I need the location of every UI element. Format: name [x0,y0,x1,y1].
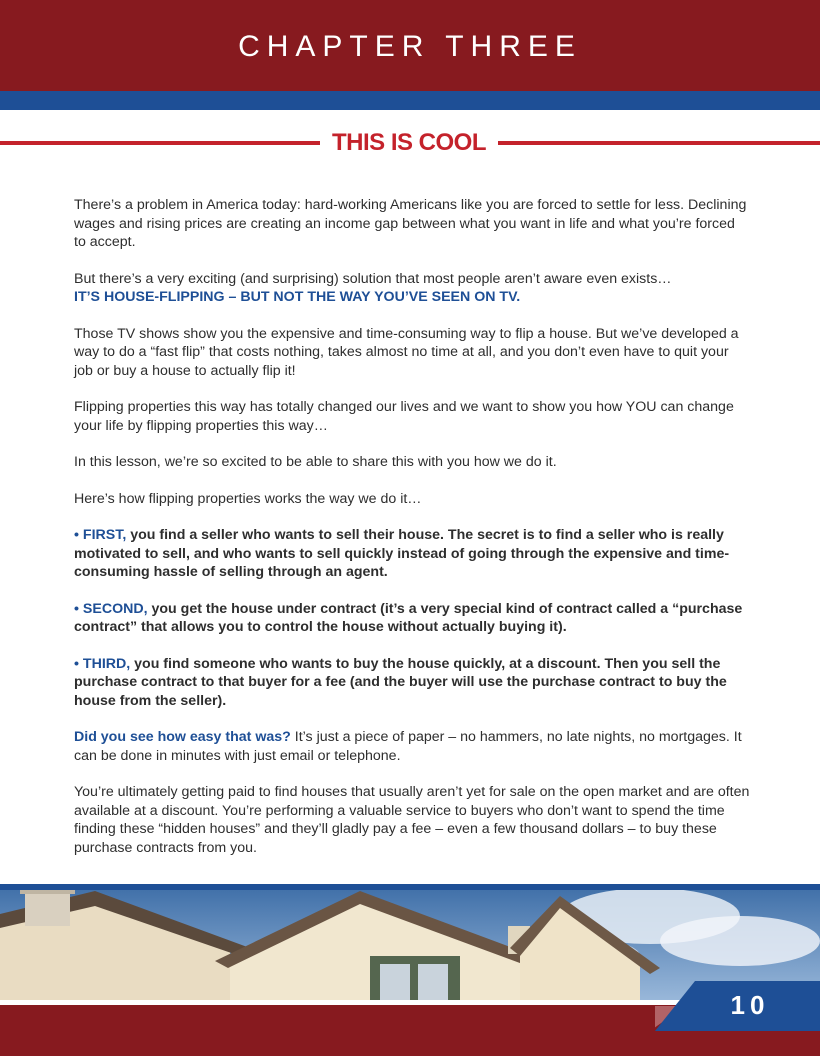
paragraph-easy [74,728,750,765]
section-title: THIS IS COOL [331,129,486,156]
paragraph-easy-text: It’s just a piece of paper – no hammers, no late nights, no mortgages. It can be done in minutes with just email or telephone. [74,729,742,764]
solution-highlight: IT’S HOUSE-FLIPPING – BUT NOT THE WAY YOU’VE SEEN ON TV. [74,289,521,305]
bullet-third-text: you find someone who wants to buy the house quickly, at a discount. Then you sell the purchase contract to that buyer for a fee (and the buyer will use the purchase contract to buy the house from the seller). [74,655,727,709]
easy-highlight: Did you see how easy that was? [74,729,291,745]
body-text [74,196,750,875]
section-rule-left [0,141,320,145]
paragraph-intro: There’s a problem in America today: hard-working Americans like you are forced to settle for less. Declining wages and rising prices are creating an income gap between what you want in life and what you’re forced to accept. [74,197,747,250]
chapter-title: CHAPTER THREE [238,30,582,63]
paragraph-how-it-works: Here’s how flipping properties works the way we do it… [74,490,422,507]
bullet-second-lead: • SECOND, [74,600,148,617]
bullet-third-lead: • THIRD, [74,655,131,672]
bullet-second [74,600,750,637]
bullet-first-lead: • FIRST, [74,527,127,543]
bullet-second-text: you get the house under contract (it’s a very special kind of contract called a “purchase contract” that allows you to control the house without actually buying it). [74,600,743,635]
paragraph-changed-lives: Flipping properties this way has totally changed our lives and we want to show you how YOU can change your life by flipping properties this way… [74,399,734,434]
bullet-first [74,526,750,582]
photo-top-band [0,884,820,890]
paragraph-tv-shows: Those TV shows show you the expensive and time-consuming way to flip a house. But we’ve developed a way to do a “fast flip” that costs nothing, takes almost no time at all, and you don’t even have to quit your job or buy a house to actually flip it! [74,325,739,379]
paragraph-solution-text: But there’s a very exciting (and surprising) solution that most people aren’t aware even exists… [74,270,672,287]
section-rule-right [498,141,820,145]
header-blue-band [0,91,820,110]
paragraph-lesson: In this lesson, we’re so excited to be able to share this with you how we do it. [74,454,557,470]
page-number: 10 [730,990,770,1020]
paragraph-solution [74,270,750,307]
paragraph-conclusion: You’re ultimately getting paid to find houses that usually aren’t yet for sale on the open market and are often available at a discount. You’re performing a valuable service to buyers who don’t want to spend the time finding these “hidden houses” and they’ll gladly pay a fee – even a few thousand dollars – to buy these purchase contracts from you. [74,784,750,856]
bullet-first-text: you find a seller who wants to sell their house. The secret is to find a seller who is really motivated to sell, and who wants to sell quickly instead of going through the expensive and time-consuming hassle of selling through an agent. [74,527,730,580]
bullet-third [74,655,750,711]
